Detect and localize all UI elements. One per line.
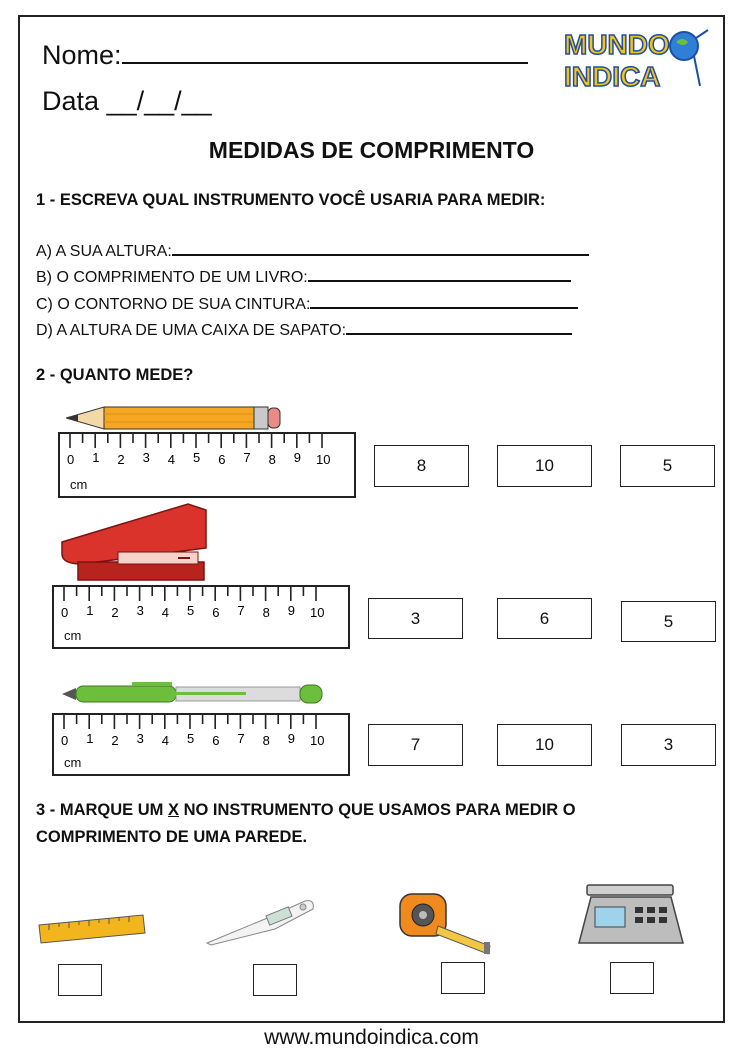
date-blanks[interactable]: __/__/__ [106,86,212,116]
name-field[interactable] [42,40,528,71]
footer-url[interactable]: www.mundoindica.com [264,1026,479,1049]
checkbox-scale[interactable] [610,962,654,994]
ruler-number: 3 [142,450,150,465]
option-box[interactable]: 5 [620,445,715,487]
option-box[interactable]: 7 [368,724,463,766]
ruler-number: 4 [161,605,170,620]
q1-item-a[interactable]: A) A SUA ALTURA: [36,243,589,261]
q1-item-b[interactable]: B) O COMPRIMENTO DE UM LIVRO: [36,269,571,287]
ruler-number: 9 [287,731,296,746]
ruler-number: 8 [268,452,276,467]
ruler-number: 7 [243,450,251,465]
q1-item-d[interactable]: D) A ALTURA DE UMA CAIXA DE SAPATO: [36,322,572,340]
ruler-unit: cm [64,755,82,770]
tape-measure-icon [398,890,494,961]
thermometer-icon [205,897,317,952]
ruler-number: 1 [86,731,94,746]
checkbox-thermometer[interactable] [253,964,297,996]
question-3: 3 - MARQUE UM X NO INSTRUMENTO QUE USAMOS PARA MEDIR O COMPRIMENTO DE UMA PAREDE. [36,801,576,846]
checkbox-tape-measure[interactable] [441,962,485,994]
ruler-number: 2 [111,605,119,620]
answer-line[interactable] [308,280,571,282]
ruler-unit: cm [64,628,82,643]
ruler-number: 2 [117,452,125,467]
name-line[interactable] [122,62,528,64]
ruler-number: 10 [310,733,325,748]
option-box[interactable]: 6 [497,598,592,639]
ruler-number: 6 [212,605,220,620]
option-box[interactable]: 5 [621,601,716,642]
ruler-number: 4 [167,452,176,467]
ruler-number: 8 [262,733,270,748]
question-2: 2 - QUANTO MEDE? [36,366,194,384]
logo-text-top: MUNDO [564,29,670,60]
ruler-number: 9 [287,603,296,618]
ruler-unit: cm [70,477,88,492]
ruler-number: 8 [262,605,270,620]
ruler-number: 0 [67,452,75,467]
ruler-number: 1 [86,603,94,618]
ruler-3 [52,713,350,776]
question-1: 1 - ESCREVA QUAL INSTRUMENTO VOCÊ USARIA PARA MEDIR: [36,191,546,209]
ruler-number: 10 [310,605,325,620]
answer-line[interactable] [310,307,578,309]
ruler-number: 3 [136,603,144,618]
page-title: MEDIDAS DE COMPRIMENTO [208,137,535,163]
pen-icon [62,680,324,715]
ruler-icon [37,913,147,950]
ruler-number: 5 [187,603,195,618]
ruler-number: 6 [218,452,226,467]
ruler-number: 5 [187,731,195,746]
ruler-number: 2 [111,733,119,748]
ruler-number: 4 [161,733,170,748]
q1-item-c[interactable]: C) O CONTORNO DE SUA CINTURA: [36,296,578,314]
date-label: Data [42,86,100,116]
ruler-number: 6 [212,733,220,748]
option-box[interactable]: 3 [621,724,716,766]
date-field[interactable] [42,86,212,117]
ruler-2 [52,585,350,649]
ruler-1 [58,432,356,498]
ruler-number: 10 [316,452,331,467]
stapler-icon [58,502,208,591]
ruler-number: 5 [193,450,201,465]
scale-icon [577,883,685,952]
option-box[interactable]: 10 [497,445,592,487]
logo [560,26,720,94]
ruler-number: 9 [293,450,302,465]
name-label: Nome: [42,40,122,70]
ruler-number: 0 [61,733,69,748]
answer-line[interactable] [346,333,572,335]
ruler-number: 0 [61,605,69,620]
answer-line[interactable] [172,254,589,256]
ruler-number: 7 [237,731,245,746]
x-mark: X [168,801,180,819]
option-box[interactable]: 10 [497,724,592,766]
checkbox-ruler[interactable] [58,964,102,996]
ruler-number: 1 [92,450,100,465]
option-box[interactable]: 8 [374,445,469,487]
ruler-number: 7 [237,603,245,618]
logo-text-bottom: INDICA [564,61,661,92]
ruler-number: 3 [136,731,144,746]
option-box[interactable]: 3 [368,598,463,639]
